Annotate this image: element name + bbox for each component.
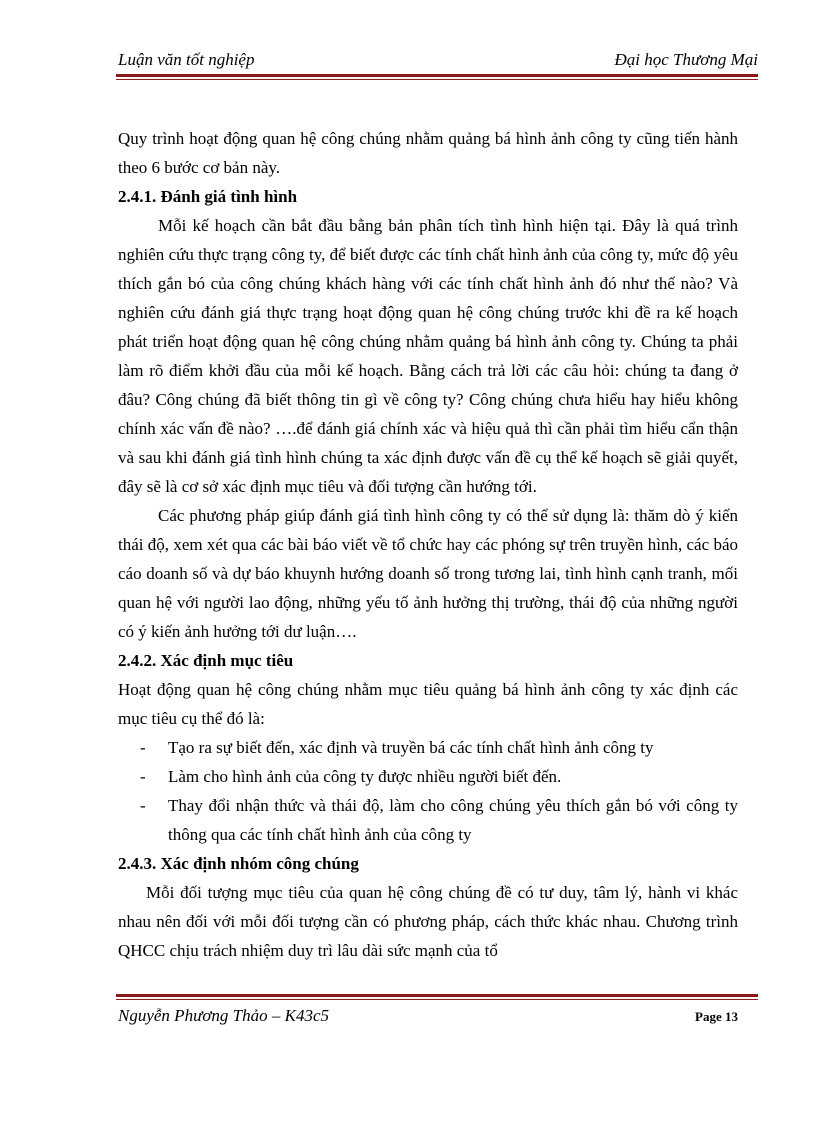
footer-rule — [116, 994, 758, 1000]
page-header — [118, 48, 758, 72]
section-2-4-2-paragraph-1: Hoạt động quan hệ công chúng nhằm mục tiêu quảng bá hình ảnh công ty xác định các mục tiêu cụ thể đó là: — [118, 680, 738, 728]
header-rule-thin — [116, 79, 758, 80]
objectives-list — [118, 733, 738, 849]
list-item — [118, 762, 738, 791]
section-2-4-1-paragraph-1: Mỗi kế hoạch cần bắt đầu bằng bản phân tích tình hình hiện tại. Đây là quá trình nghiên cứu thực trạng công ty, để biết được các tính chất hình ảnh của công ty, mức độ yêu thích gắn bó của công chúng khách hàng với các tính chất hình ảnh đó như thế nào? Và nghiên cứu đánh giá thực trạng hoạt động quan hệ công chúng trước khi đề ra kế hoạch phát triển hoạt động quan hệ công chúng nhằm quảng bá hình ảnh công ty. Chúng ta phải làm rõ điểm khởi đầu của mỗi kế hoạch. Bằng cách trả lời các câu hỏi: chúng ta đang ở đâu? Công chúng đã biết thông tin gì về công ty? Công chúng chưa hiểu hay hiểu không chính xác vấn đề nào? ….để đánh giá chính xác và hiệu quả thì cần phải tìm hiểu cẩn thận và sau khi đánh giá tình hình chúng ta xác định được vấn đề cụ thể kế hoạch sẽ giải quyết, đây sẽ là cơ sở xác định mục tiêu và đối tượng cần hướng tới. — [118, 216, 738, 496]
footer-author: Nguyễn Phương Thảo – K43c5 — [118, 1006, 329, 1025]
bullet-dash: - — [140, 767, 146, 786]
section-2-4-1-paragraph-2: Các phương pháp giúp đánh giá tình hình công ty có thể sử dụng là: thăm dò ý kiến thái độ, xem xét qua các bài báo viết về tổ chức hay các phóng sự trên truyền hình, các báo cáo doanh số và dự báo khuynh hướng doanh số trong tương lai, tình hình cạnh tranh, mối quan hệ với người lao động, những yếu tố ảnh hưởng thị trường, thái độ của những người có ý kiến ảnh hưởng tới dư luận…. — [118, 506, 738, 641]
section-heading-2-4-1: 2.4.1. Đánh giá tình hình — [118, 187, 298, 206]
page-number: Page 13 — [695, 1009, 738, 1024]
footer-rule-thin — [116, 999, 758, 1000]
header-rule — [116, 74, 758, 80]
list-item-text: Tạo ra sự biết đến, xác định và truyền bá các tính chất hình ảnh công ty — [168, 738, 654, 757]
list-item-text: Thay đổi nhận thức và thái độ, làm cho công chúng yêu thích gắn bó với công ty thông qua các tính chất hình ảnh của công ty — [168, 796, 738, 844]
page-body — [118, 124, 738, 965]
header-thesis-title: Luận văn tốt nghiệp — [118, 50, 255, 69]
page-footer — [118, 1004, 738, 1028]
section-heading-2-4-2: 2.4.2. Xác định mục tiêu — [118, 651, 294, 670]
list-item-text: Làm cho hình ảnh của công ty được nhiều người biết đến. — [168, 767, 562, 786]
bullet-dash: - — [140, 738, 146, 757]
section-2-4-3-paragraph-1: Mỗi đối tượng mục tiêu của quan hệ công chúng đề có tư duy, tâm lý, hành vi khác nhau nên đối với mỗi đối tượng cần có phương pháp, cách thức khác nhau. Chương trình QHCC chịu trách nhiệm duy trì lâu dài sức mạnh của tổ — [118, 883, 738, 960]
footer-rule-thick — [116, 994, 758, 997]
section-heading-2-4-3: 2.4.3. Xác định nhóm công chúng — [118, 854, 359, 873]
list-item — [118, 733, 738, 762]
header-university: Đại học Thương Mại — [614, 50, 758, 69]
list-item — [118, 791, 738, 849]
header-rule-thick — [116, 74, 758, 77]
intro-paragraph: Quy trình hoạt động quan hệ công chúng nhằm quảng bá hình ảnh công ty cũng tiến hành theo 6 bước cơ bản này. — [118, 129, 738, 177]
bullet-dash: - — [140, 796, 146, 815]
